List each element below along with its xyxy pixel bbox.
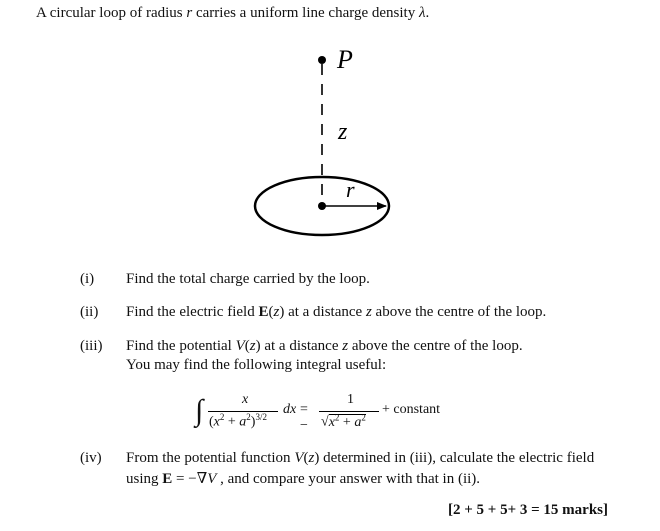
lhs-denominator: $(x^2 + a^2)^{3/2}$	[209, 412, 267, 430]
point-p-dot	[318, 56, 326, 64]
question-iv-text: From the potential function V(z) determined in (iii), calculate the electric field	[126, 450, 595, 466]
question-number-iv: (iv)	[80, 450, 102, 466]
radius-r-label: r	[346, 177, 355, 202]
marks-allocation: [2 + 5 + 5+ 3 = 15 marks]	[448, 502, 609, 518]
question-iii-text: Find the potential V(z) at a distance z above the centre of the loop.	[126, 338, 523, 354]
lhs-numerator: x	[242, 392, 249, 407]
differential-dx: dx	[283, 402, 297, 417]
question-iii-hint: You may find the following integral useful:	[126, 357, 387, 373]
question-ii-text: Find the electric field E(z) at a distance z above the centre of the loop.	[126, 304, 547, 320]
question-number-ii: (ii)	[80, 304, 99, 320]
problem-intro: A circular loop of radius r carries a uniform line charge density λ.	[36, 5, 430, 21]
height-z-label: z	[338, 119, 348, 145]
ring-center-dot	[318, 202, 326, 210]
point-p-label: P	[337, 45, 353, 74]
question-number-iii: (iii)	[80, 338, 103, 354]
question-i-text: Find the total charge carried by the loop.	[126, 271, 370, 287]
integral-sign: ∫	[195, 394, 204, 427]
rhs-denominator: $√x^2 + a^2$	[321, 412, 366, 430]
ring-diagram	[240, 40, 410, 250]
equals-minus: = −	[300, 402, 308, 433]
rhs-numerator: 1	[347, 392, 354, 407]
plus-constant: + constant	[382, 402, 441, 417]
question-number-i: (i)	[80, 271, 95, 287]
question-iv-line2: using E = −∇V , and compare your answer with that in (ii).	[126, 471, 481, 487]
